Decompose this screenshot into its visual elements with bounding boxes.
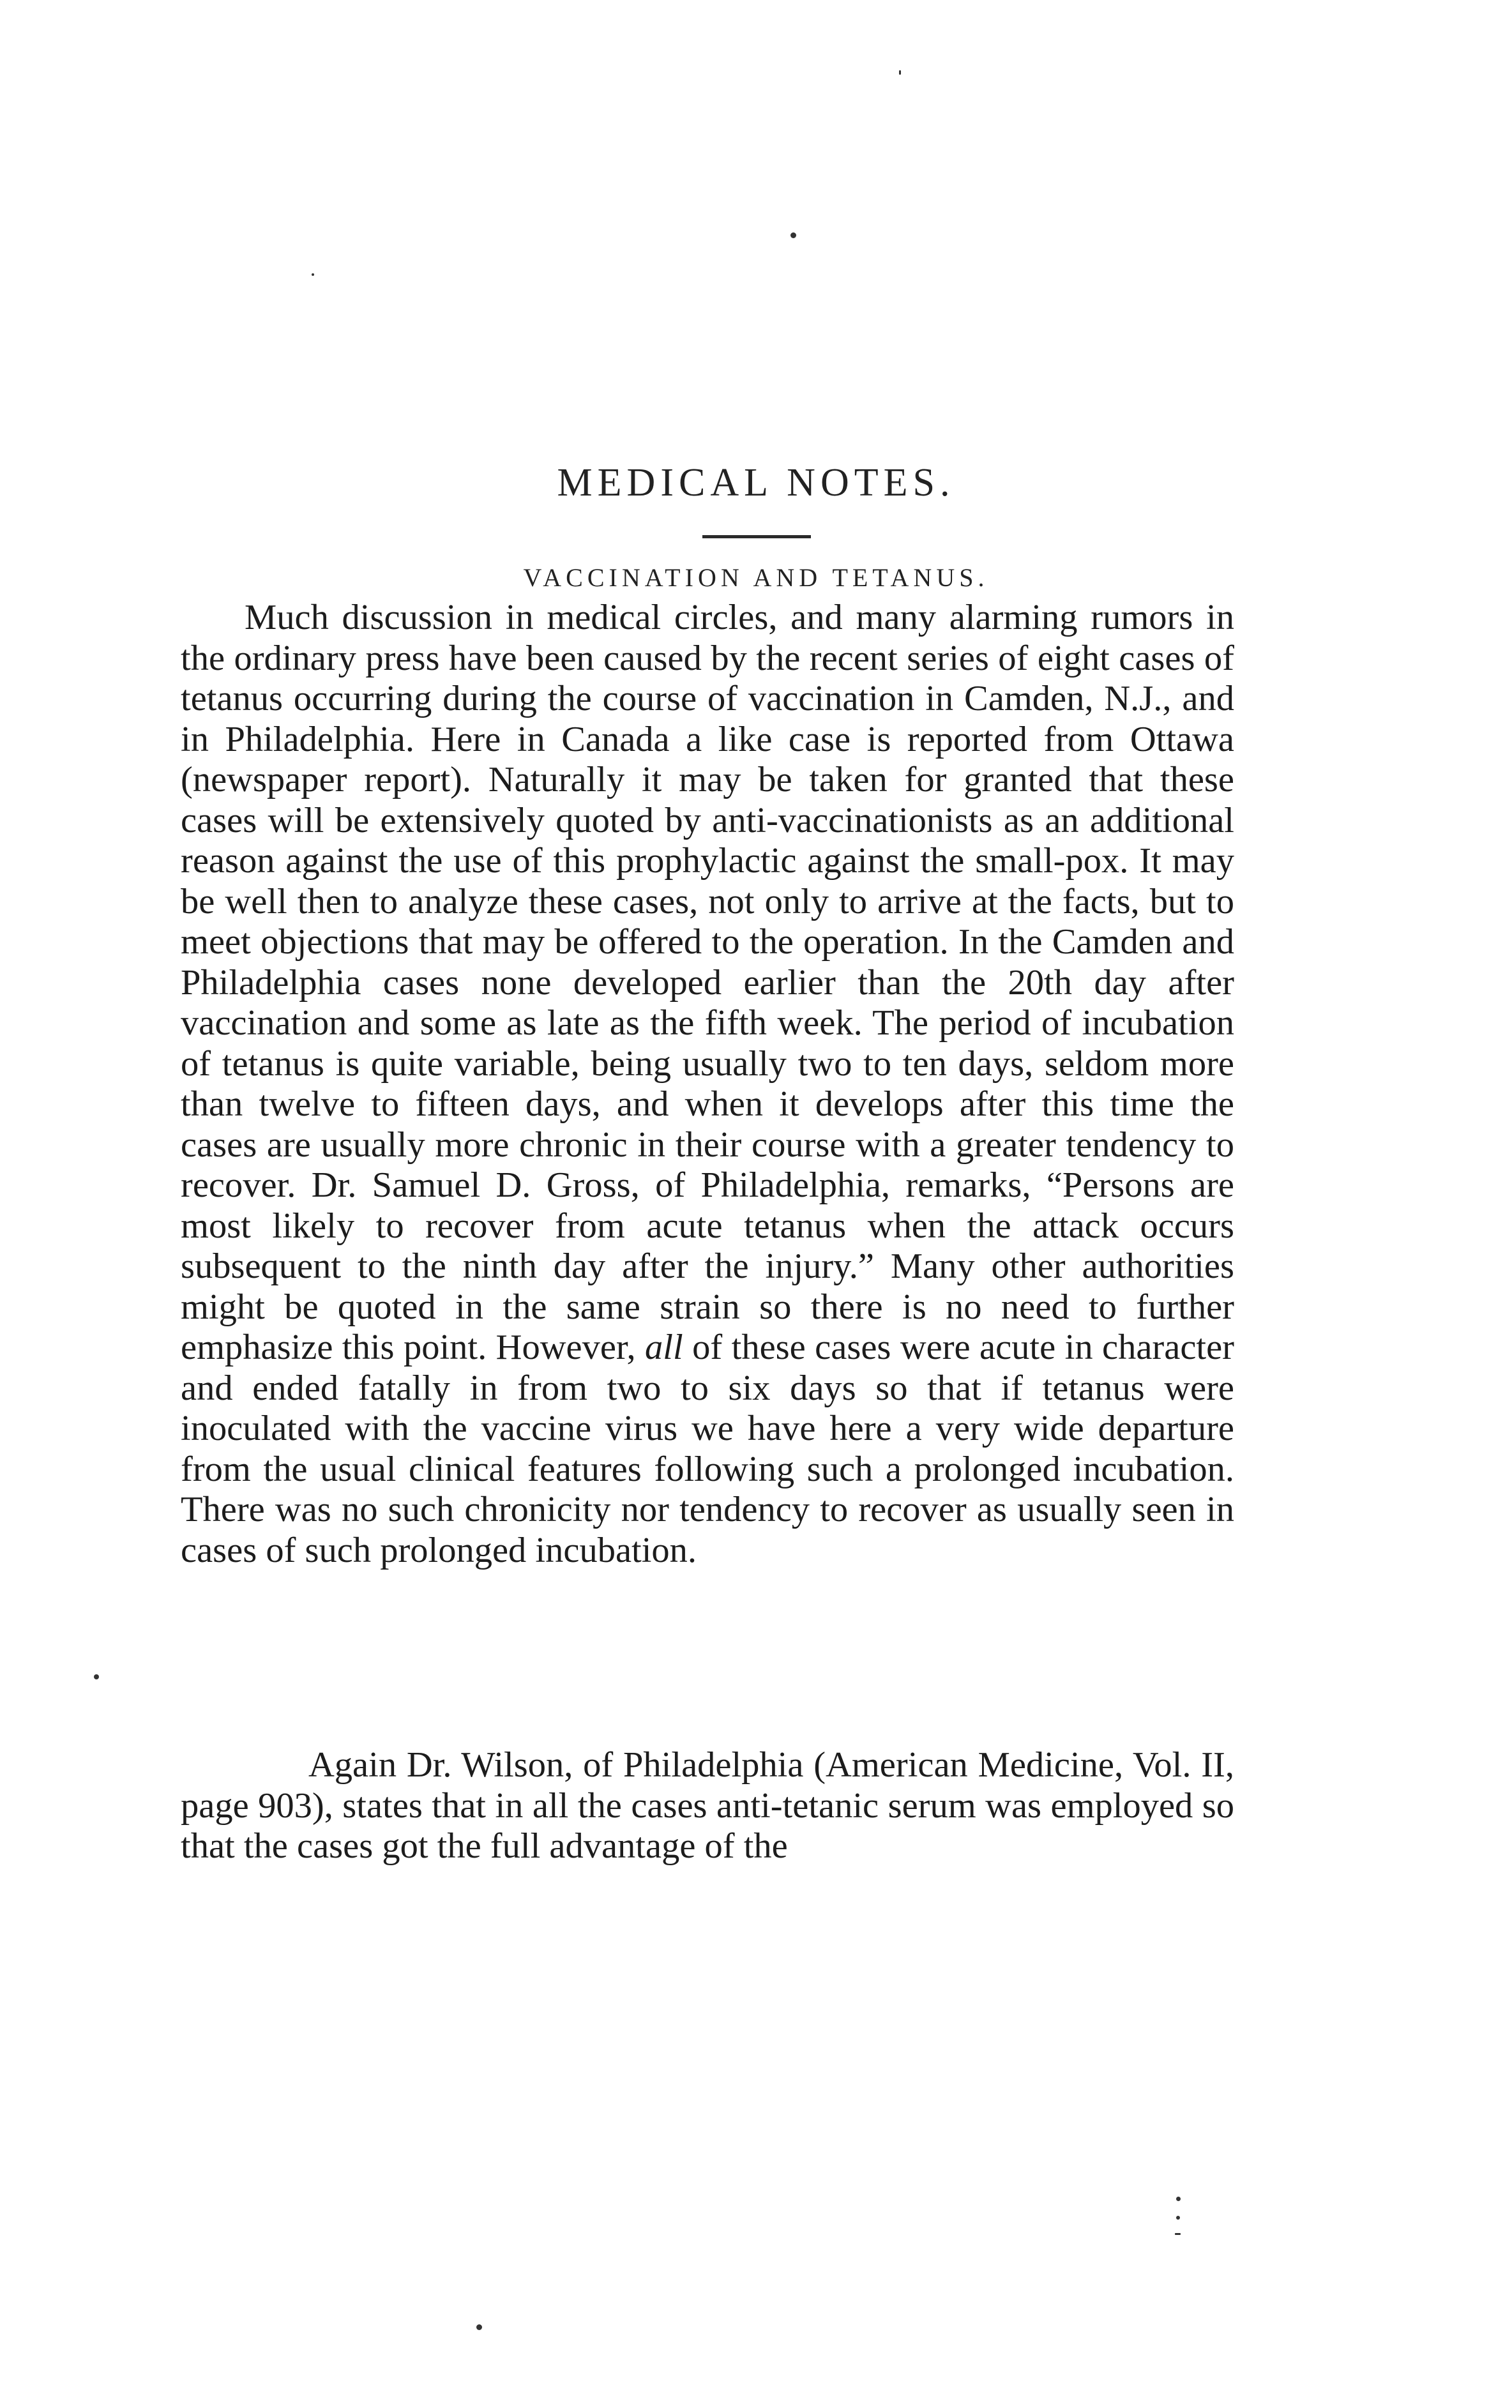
paragraph-2: Again Dr. Wilson, of Philadelphia (American Medicine, Vol. II, page 903), states that in all the cases anti-tetanic serum was employed so that the cases got the full advantage of the — [181, 1745, 1234, 1866]
section-heading: VACCINATION AND TETANUS. — [523, 563, 989, 592]
paragraph-1-part-b: of these cases were acute in character and ended fatally in from two to six days so that if tetanus were inoculated with the vaccine virus we have here a very wide departure from the usual clinical features following such a prolonged incubation. There was no such chronicity nor tendency to recover as usually seen in cases of such prolonged incubation. — [181, 1328, 1234, 1570]
paragraph-1-part-a: Much discussion in medical circles, and many alarming rumors in the ordinary press have been caused by the recent series of eight cases of tetanus occurring during the course of vaccination in Camden, N.J., and in Philadelphia. Here in Canada a like case is reported from Ottawa (newspaper report). Naturally it may be taken for granted that these cases will be extensively quoted by anti-vaccinationists as an additional reason against the use of this prophylactic against the small-pox. It may be well then to analyze these cases, not only to arrive at the facts, but to meet objections that may be offered to the operation. In the Camden and Philadelphia cases none developed earlier than the 20th day after vaccination and some as late as the fifth week. The period of incubation of tetanus is quite variable, being usually two to ten days, seldom more than twelve to fifteen days, and when it develops after this time the cases are usually more chronic in their course with a greater tendency to recover. Dr. Samuel D. Gross, of Philadelphia, remarks, “Persons are most likely to recover from acute tetanus when the attack occurs subsequent to the ninth day after the injury.” Many other authorities might be quoted in the same strain so there is no need to further emphasize this point. However, — [181, 598, 1234, 1367]
stray-mark — [1176, 2197, 1181, 2201]
stray-mark — [94, 1674, 99, 1679]
stray-mark — [790, 232, 796, 238]
page-title: MEDICAL NOTES. — [557, 461, 955, 504]
stray-mark — [1176, 2216, 1180, 2220]
stray-mark — [1175, 2233, 1181, 2235]
paragraph-1 — [181, 598, 1234, 1571]
stray-mark — [312, 273, 314, 276]
stray-mark — [899, 70, 901, 75]
title-rule — [702, 535, 811, 538]
emphasis-all: all — [645, 1328, 683, 1367]
stray-mark — [476, 2324, 482, 2330]
